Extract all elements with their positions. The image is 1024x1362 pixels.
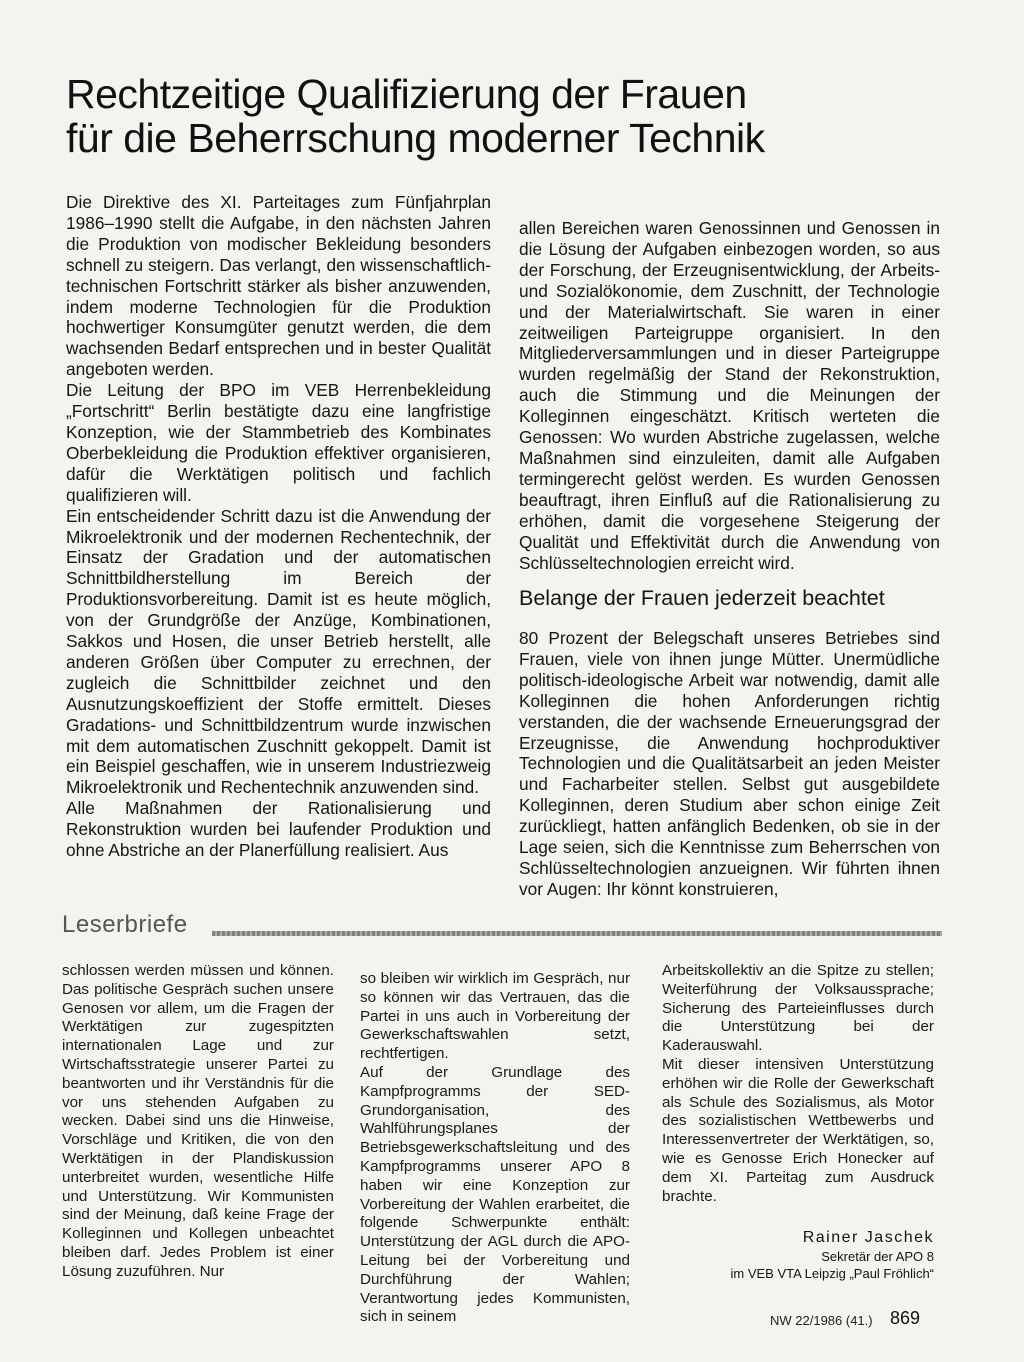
- article-column-right: [519, 218, 940, 573]
- letter-column-1: [62, 962, 334, 1282]
- article-subheading: Belange der Frauen jederzeit beachtet: [519, 586, 885, 610]
- letter-paragraph: Arbeitskollektiv an die Spitze zu stellen; Weiterführung der Volksaussprache; Sicherung des Parteieinflusses durch die Unterstützung bei der Kaderauswahl.: [662, 962, 934, 1055]
- letter-paragraph: Auf der Grundlage des Kampfprogramms der SED-Grundorganisation, des Wahlführungsplanes der Betriebsgewerkschaftsleitung und des Kampfprogramms unserer APO 8 haben wir eine Konzeption zur Vorbereitung der Wahlen erarbeitet, die folgende Schwerpunkte enthält: Unterstützung der AGL durch die APO-Leitung bei der Vorbereitung und Durchführung der Wahlen; Verantwortung jedes Kommunisten, sich in seinem: [360, 1063, 630, 1326]
- page-number: 869: [890, 1308, 921, 1328]
- article-title: [66, 72, 946, 160]
- article-paragraph: 80 Prozent der Belegschaft unseres Betriebes sind Frauen, viele von ihnen junge Mütter. Unermüdliche politisch-ideologische Arbeit war notwendig, damit alle Kolleginnen die hohen Anforderungen richtig verstanden, die der wachsende Erneuerungsgrad der Erzeugnisse, die Anwendung hochproduktiver Technologien und die Qualitätsarbeit an jeden Meister und Facharbeiter stellen. Selbst gut ausgebildete Kolleginnen, deren Studium aber schon einige Zeit zurückliegt, hatten anfänglich Bedenken, ob sie in der Lage seien, sich die Kenntnisse zum Beherrschen von Schlüsseltechnologien anzueignen. Wir führten ihnen vor Augen: Ihr könnt konstruieren,: [519, 628, 940, 899]
- letter-paragraph: schlossen werden müssen und können. Das politische Gespräch suchen unsere Genosen vor allem, um die Fragen der Werktätigen zur zugespitzten internationalen Lage und zur Wirtschaftsstrategie unserer Partei zu beantworten und ihr Verständnis für die vor uns stehenden Aufgaben zu wecken. Dabei sind uns die Hinweise, Vorschläge und Kritiken, die von den Werktätigen in der Plandiskussion unterbreitet wurden, wesentliche Hilfe und Unterstützung. Wir Kommunisten sind der Meinung, daß keine Frage der Kolleginnen und Kollegen unbeachtet bleiben darf. Jedes Problem ist einer Lösung zuzuführen. Nur: [62, 962, 334, 1280]
- letter-column-3: [662, 962, 934, 1206]
- article-paragraph: Alle Maßnahmen der Rationalisierung und Rekonstruktion wurden bei laufender Produktion und ohne Abstriche an der Planerfüllung realisiert. Aus: [66, 798, 491, 861]
- article-paragraph: Die Leitung der BPO im VEB Herrenbekleidung „Fortschritt“ Berlin bestätigte dazu eine langfristige Konzeption, wie der Stammbetrieb des Kombinates Oberbekleidung die Produktion effektiver organisieren, dafür die Werktätigen politisch und fachlich qualifizieren will.: [66, 380, 491, 505]
- article-column-right-lower: [519, 628, 940, 900]
- article-title-line-1: Rechtzeitige Qualifizierung der Frauen: [66, 71, 747, 117]
- article-title-line-2: für die Beherrschung moderner Technik: [66, 115, 765, 161]
- letter-column-2: [360, 970, 630, 1327]
- article-paragraph: allen Bereichen waren Genossinnen und Genossen in die Lösung der Aufgaben einbezogen worden, so aus der Forschung, der Erzeugnisentwicklung, der Arbeits- und Sozialökonomie, dem Zuschnitt, der Technologie und der Materialwirtschaft. Sie waren in einer zeitweiligen Parteigruppe organisiert. In den Mitgliederversammlungen und in dieser Parteigruppe wurden regelmäßig der Stand der Rekonstruktion, auch die Stimmung und die Meinungen der Kolleginnen eingeschätzt. Kritisch werteten die Genossen: Wo wurden Abstriche zugelassen, welche Maßnahmen sind einzuleiten, damit alle Aufgaben termingerecht gelöst werden. Es wurden Genossen beauftragt, ihren Einfluß auf die Rationalisierung zu erhöhen, damit die vorgesehene Steigerung der Qualität und Effektivität durch die Anwendung von Schlüsseltechnologien erreicht wird.: [519, 218, 940, 573]
- article-paragraph: Ein entscheidender Schritt dazu ist die Anwendung der Mikroelektronik und der modernen Rechentechnik, der Einsatz der Gradation und der automatischen Schnittbildherstellung im Bereich der Produktionsvorbereitung. Damit ist es heute möglich, von der Grundgröße der Anzüge, Kombinationen, Sakkos und Hosen, die unser Betrieb herstellt, alle anderen Größen über Computer zu errechnen, der zugleich die Schnittbilder zeichnet und den Ausnutzungskoeffizient der Stoffe ermittelt. Dieses Gradations- und Schnittbildzentrum wurde inzwischen mit dem automatischen Zuschnitt gekoppelt. Damit ist ein Beispiel geschaffen, wie in unserem Industriezweig Mikroelektronik und Rechentechnik anzuwenden sind.: [66, 505, 491, 798]
- signature-organization: im VEB VTA Leipzig „Paul Fröhlich“: [730, 1266, 934, 1281]
- section-divider: [212, 931, 942, 936]
- signature-role: Sekretär der APO 8: [821, 1249, 934, 1264]
- letter-paragraph: Mit dieser intensiven Unterstützung erhöhen wir die Rolle der Gewerkschaft als Schule des Sozialismus, als Motor des sozialistischen Wettbewerbs und Interessenvertreter der Werktätigen, so, wie es Genosse Erich Honecker auf dem XI. Parteitag zum Ausdruck brachte.: [662, 1055, 934, 1205]
- letters-section-label: Leserbriefe: [62, 911, 188, 938]
- article-column-left: [66, 192, 491, 861]
- letter-paragraph: so bleiben wir wirklich im Gespräch, nur so können wir das Vertrauen, das die Partei in uns auch in Vorbereitung der Gewerkschaftswahlen setzt, rechtfertigen.: [360, 970, 630, 1063]
- issue-reference: NW 22/1986 (41.): [770, 1313, 873, 1328]
- signature-name: Rainer Jaschek: [802, 1229, 934, 1246]
- letter-signature: [662, 1228, 934, 1282]
- article-paragraph: Die Direktive des XI. Parteitages zum Fünfjahrplan 1986–1990 stellt die Aufgabe, in den nächsten Jahren die Produktion von modischer Bekleidung besonders schnell zu steigern. Das verlangt, den wissenschaftlich-technischen Fortschritt stärker als bisher anzuwenden, indem moderne Technologien für die Produktion hochwertiger Konsumgüter genutzt werden, die dem wachsenden Bedarf entsprechen und in bester Qualität angeboten werden.: [66, 192, 491, 380]
